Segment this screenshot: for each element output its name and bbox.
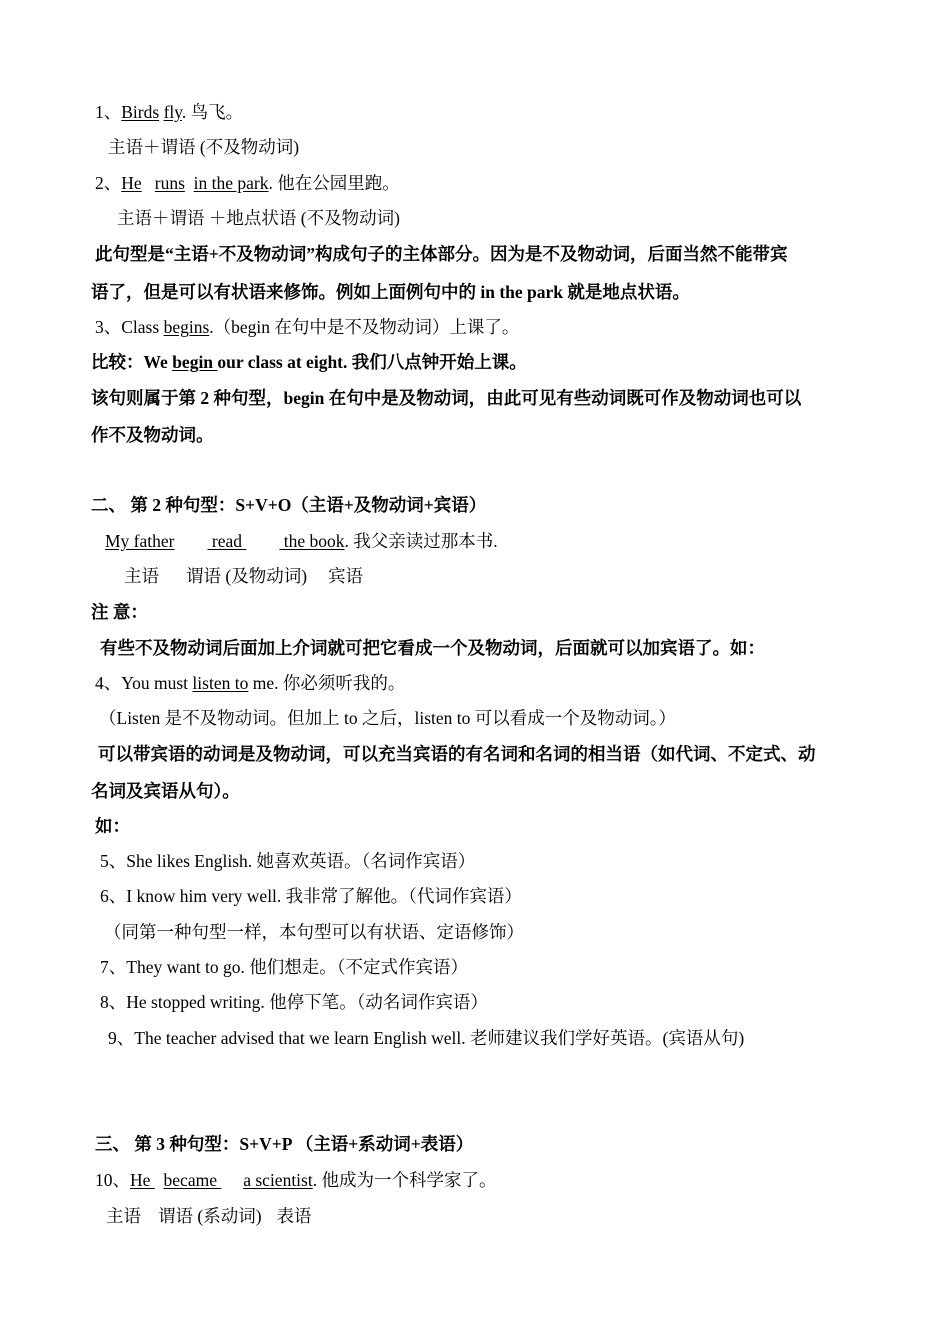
predicate: fly [163,102,182,122]
predicate: listen to [192,673,249,693]
predicate: read [207,531,247,551]
structure-label: 主语 谓语 (及物动词) 宾语 [124,566,364,586]
example-2: 2、He runs in the park. 他在公园里跑。 [95,173,400,193]
explanation-paragraph: 此句型是“主语+不及物动词”构成句子的主体部分。因为是不及物动词，后面当然不能带宾 [95,244,788,264]
predicate: begin [172,352,218,372]
explanation-paragraph: 语了，但是可以有状语来修饰。例如上面例句中的 in the park 就是地点状语。 [91,282,690,302]
translation: . 鸟飞。 [181,102,244,122]
subject: He [130,1170,155,1190]
example-6: 6、I know him very well. 我非常了解他。（代词作宾语） [100,886,522,906]
example-5: 5、She likes English. 她喜欢英语。（名词作宾语） [100,851,476,871]
translation: . 我父亲读过那本书. [344,531,498,551]
explanation-paragraph: 该句则属于第 2 种句型，begin 在句中是及物动词，由此可见有些动词既可作及物动词也可以 [91,388,802,408]
examples-intro: 如： [95,816,130,836]
example-4: 4、You must listen to me. 你必须听我的。 [95,673,406,693]
example-7: 7、They want to go. 他们想走。（不定式作宾语） [100,957,468,977]
example-1 [95,101,243,123]
comparison-line: 比较：We begin our class at eight. 我们八点钟开始上课。 [91,352,527,372]
predicate: begins [163,317,210,337]
explanation-paragraph: 可以带宾语的动词是及物动词，可以充当宾语的有名词和名词的相当语（如代词、不定式、动 [98,744,816,764]
example-svo [105,530,498,552]
example-10: 10、He became a scientist. 他成为一个科学家了。 [95,1170,497,1190]
explanation-paragraph: 名词及宾语从句）。 [91,781,240,801]
predicate: runs [154,173,185,193]
translation: . 他在公园里跑。 [268,173,400,193]
note-heading: 注 意： [91,602,148,622]
note-line: （同第一种句型一样，本句型可以有状语、定语修饰） [104,922,524,942]
translation: . 他成为一个科学家了。 [312,1170,497,1190]
subject: My father [105,531,175,551]
section-heading-3: 三、 第 3 种句型：S+V+P （主语+系动词+表语） [95,1134,474,1154]
subject: He [121,173,142,193]
explanation-paragraph: 作不及物动词。 [91,425,214,445]
predicative: a scientist [243,1170,313,1190]
predicate: became [163,1170,222,1190]
structure-label: 主语＋谓语 ＋地点状语 (不及物动词) [117,208,400,228]
object: the book [279,531,345,551]
example-3: 3、Class begins.（begin 在句中是不及物动词）上课了。 [95,317,520,337]
section-heading-2: 二、 第 2 种句型：S+V+O（主语+及物动词+宾语） [91,495,487,515]
structure-label: 主语 谓语 (系动词) 表语 [106,1206,312,1226]
subject: Birds [121,102,160,122]
note-line: （Listen 是不及物动词。但加上 to 之后，listen to 可以看成一个及物动词。） [99,708,677,728]
adverbial: in the park [193,173,269,193]
example-8: 8、He stopped writing. 他停下笔。（动名词作宾语） [100,992,488,1012]
structure-label: 主语＋谓语 (不及物动词) [108,137,300,157]
example-9: 9、The teacher advised that we learn English well. 老师建议我们学好英语。(宾语从句) [108,1028,745,1048]
note-paragraph: 有些不及物动词后面加上介词就可把它看成一个及物动词，后面就可以加宾语了。如： [100,638,765,658]
example-number: 1、 [95,102,122,122]
